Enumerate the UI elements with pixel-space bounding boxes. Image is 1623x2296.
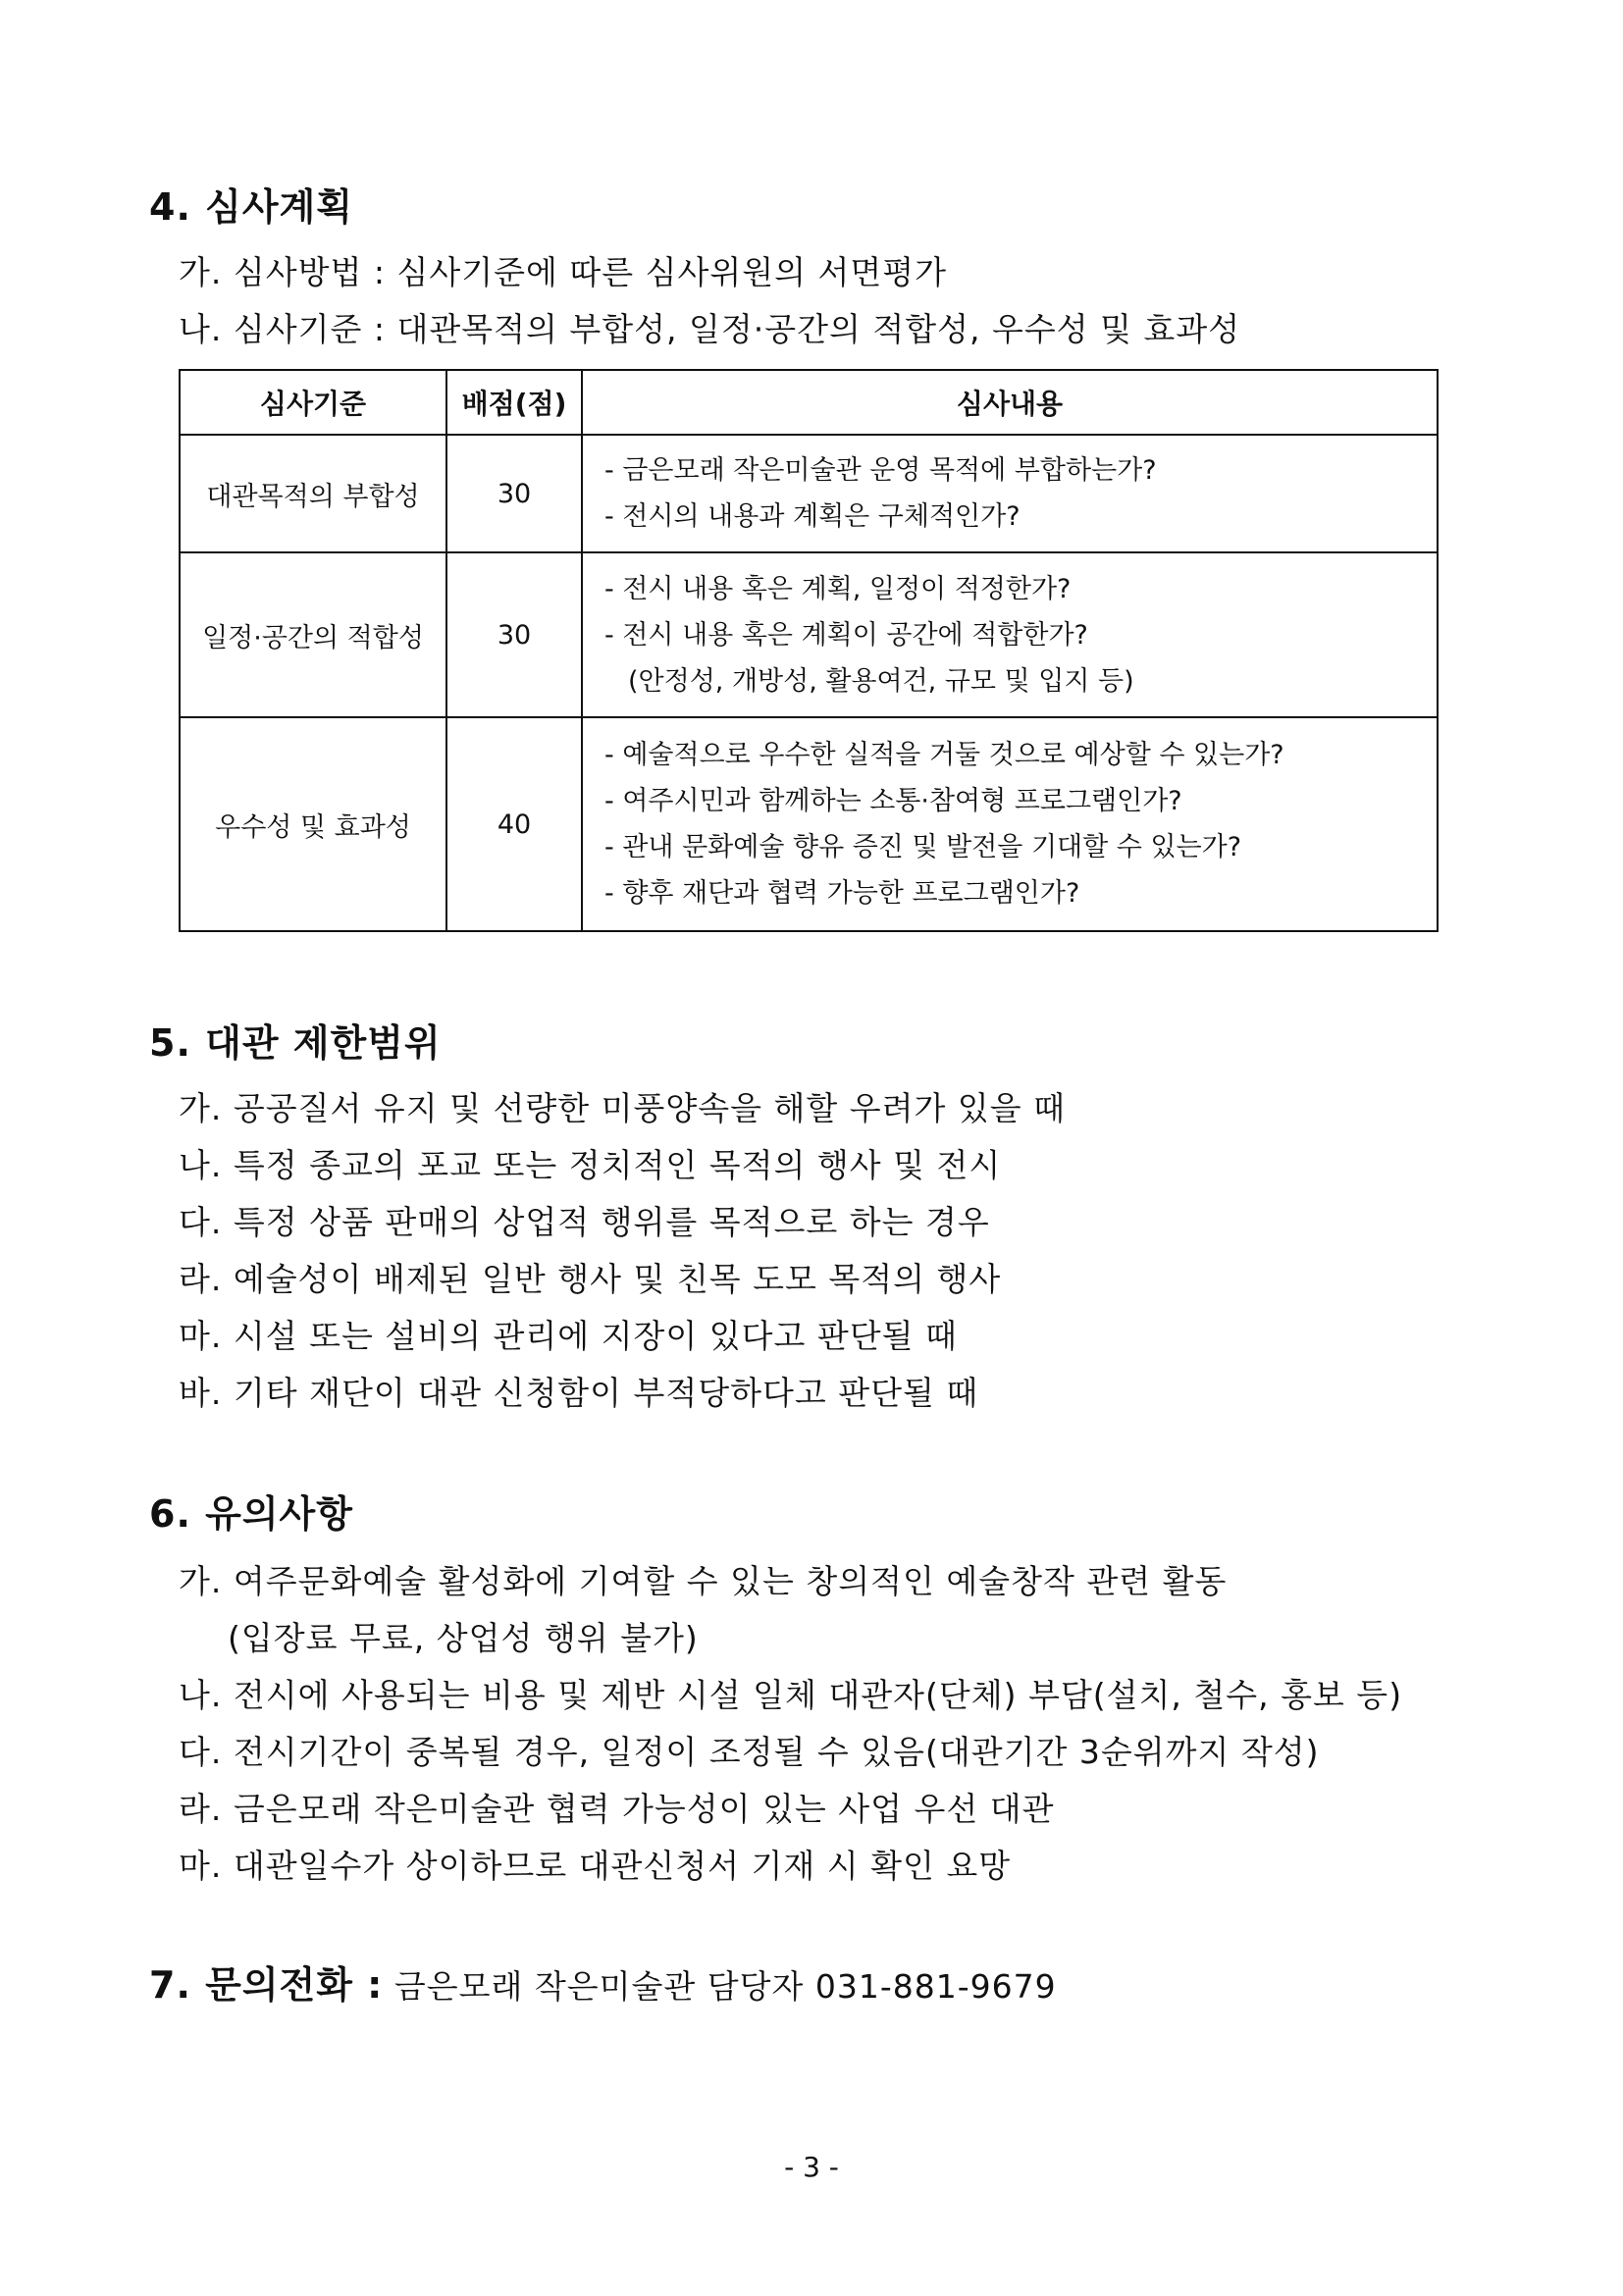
content-line: - 전시 내용 혹은 계획이 공간에 적합한가? (604, 619, 1088, 651)
header-criterion: 심사기준 (180, 370, 446, 435)
section-6-line: 나. 전시에 사용되는 비용 및 제반 시설 일체 대관자(단체) 부담(설치, 철수, 홍보 등) (179, 1676, 1403, 1714)
content-line: - 전시의 내용과 계획은 구체적인가? (604, 501, 1021, 532)
table-row (180, 717, 1438, 931)
section-4-heading: 4. 심사계획 (149, 185, 353, 229)
section-5-heading: 5. 대관 제한범위 (149, 1021, 442, 1065)
table-row (180, 435, 1438, 552)
content-line: - 여주시민과 함께하는 소통·참여형 프로그램인가? (604, 786, 1182, 816)
section-6-line: 라. 금은모래 작은미술관 협력 가능성이 있는 사업 우선 대관 (179, 1790, 1055, 1828)
content-line: - 관내 문화예술 향유 증진 및 발전을 기대할 수 있는가? (604, 832, 1242, 862)
section-5-line: 다. 특정 상품 판매의 상업적 행위를 목적으로 하는 경우 (179, 1203, 990, 1241)
score-cell: 40 (446, 717, 582, 931)
criterion-cell: 일정·공간의 적합성 (180, 552, 446, 717)
content-line: - 예술적으로 우수한 실적을 거둘 것으로 예상할 수 있는가? (604, 740, 1284, 770)
header-content: 심사내용 (582, 370, 1438, 435)
content-line: - 전시 내용 혹은 계획, 일정이 적정한가? (604, 573, 1072, 604)
section-5-line: 나. 특정 종교의 포교 또는 정치적인 목적의 행사 및 전시 (179, 1146, 1002, 1184)
section-7-label: 7. 문의전화 : (149, 1963, 384, 2007)
header-score: 배점(점) (446, 370, 582, 435)
section-6-line: 다. 전시기간이 중복될 경우, 일정이 조정될 수 있음(대관기간 3순위까지 작성) (179, 1733, 1320, 1771)
criterion-cell: 우수성 및 효과성 (180, 717, 446, 931)
section-4-line-method: 가. 심사방법 : 심사기준에 따른 심사위원의 서면평가 (179, 253, 947, 291)
section-4-line-criteria: 나. 심사기준 : 대관목적의 부합성, 일정·공간의 적합성, 우수성 및 효과성 (179, 310, 1241, 348)
content-line: - 향후 재단과 협력 가능한 프로그램인가? (604, 878, 1080, 909)
section-7-contact (149, 1955, 1057, 2009)
content-cell (582, 435, 1438, 552)
table-row (180, 552, 1438, 717)
evaluation-criteria-table (179, 369, 1439, 932)
table-header-row (180, 370, 1438, 435)
section-5-line: 바. 기타 재단이 대관 신청함이 부적당하다고 판단될 때 (179, 1374, 979, 1412)
section-6-line-note: (입장료 무료, 상업성 행위 불가) (228, 1619, 699, 1657)
score-cell: 30 (446, 435, 582, 552)
section-6-line: 가. 여주문화예술 활성화에 기여할 수 있는 창의적인 예술창작 관련 활동 (179, 1562, 1228, 1600)
page-number: - 3 - (784, 2151, 839, 2183)
content-line: - 금은모래 작은미술관 운영 목적에 부합하는가? (604, 455, 1157, 486)
criterion-cell: 대관목적의 부합성 (180, 435, 446, 552)
contact-info: 금은모래 작은미술관 담당자 031-881-9679 (393, 1967, 1057, 2006)
section-5-line: 마. 시설 또는 설비의 관리에 지장이 있다고 판단될 때 (179, 1317, 958, 1355)
section-6-heading: 6. 유의사항 (149, 1492, 353, 1536)
section-6-line: 마. 대관일수가 상이하므로 대관신청서 기재 시 확인 요망 (179, 1847, 1012, 1885)
section-5-line: 가. 공공질서 유지 및 선량한 미풍양속을 해할 우려가 있을 때 (179, 1089, 1066, 1127)
score-cell: 30 (446, 552, 582, 717)
content-cell (582, 552, 1438, 717)
content-cell (582, 717, 1438, 931)
content-line: (안정성, 개방성, 활용여건, 규모 및 입지 등) (628, 665, 1134, 697)
section-5-line: 라. 예술성이 배제된 일반 행사 및 친목 도모 목적의 행사 (179, 1260, 1002, 1298)
